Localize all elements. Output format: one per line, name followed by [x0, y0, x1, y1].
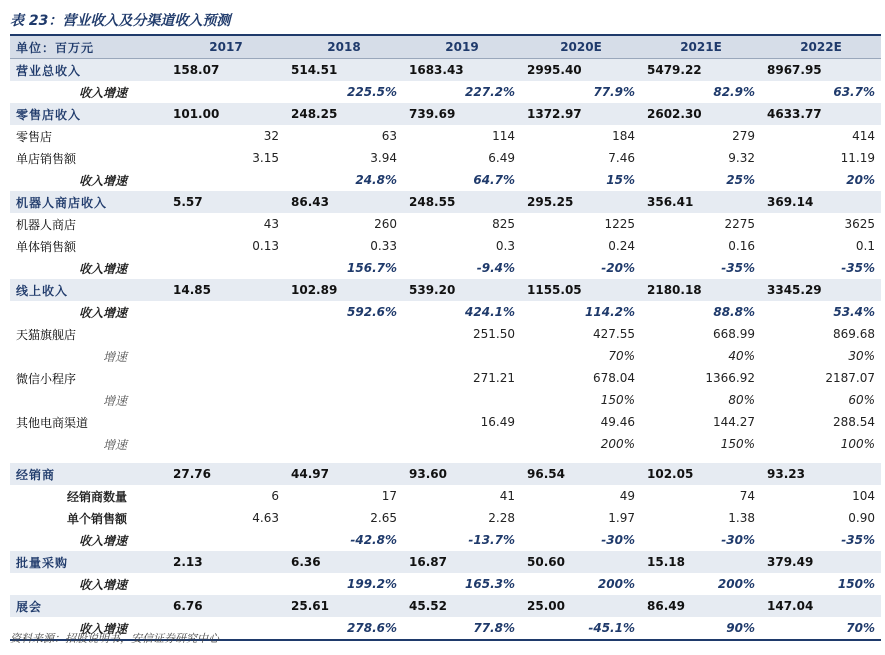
- cell-value: 49.46: [600, 415, 635, 429]
- cell-value: -30%: [601, 533, 635, 547]
- row-label: 线上收入: [16, 283, 69, 298]
- cell-value: 5.57: [173, 195, 203, 209]
- cell-value: 9.32: [728, 151, 755, 165]
- cell-value: [403, 455, 521, 463]
- cell-value: 86.49: [647, 599, 685, 613]
- row-label: 批量采购: [16, 555, 69, 570]
- table-row: [10, 411, 881, 433]
- cell-value: 3625: [844, 217, 875, 231]
- cell-value: [761, 455, 881, 463]
- row-label: 增速: [102, 349, 127, 364]
- table-row: [10, 169, 881, 191]
- cell-value: 6.76: [173, 599, 203, 613]
- cell-value: 0.33: [370, 239, 397, 253]
- row-label: 单体销售额: [16, 239, 77, 254]
- cell-value: 1155.05: [527, 283, 582, 297]
- table-row: [10, 147, 881, 169]
- cell-value: 1225: [604, 217, 635, 231]
- cell-value: 150%: [600, 393, 635, 407]
- cell-value: [403, 345, 521, 367]
- cell-value: 50.60: [527, 555, 565, 569]
- section-row: [10, 463, 881, 485]
- cell-value: 200%: [717, 577, 755, 591]
- cell-value: 102.89: [291, 283, 338, 297]
- cell-value: 114: [492, 129, 515, 143]
- cell-value: 90%: [641, 617, 761, 640]
- cell-value: 70%: [761, 617, 881, 640]
- cell-value: 279: [732, 129, 755, 143]
- cell-value: -42.8%: [350, 533, 397, 547]
- cell-value: [167, 389, 285, 411]
- cell-value: [285, 323, 403, 345]
- cell-value: 739.69: [409, 107, 456, 121]
- cell-value: 41: [499, 489, 515, 503]
- cell-value: 49: [619, 489, 635, 503]
- cell-value: -35%: [721, 261, 755, 275]
- cell-value: [641, 455, 761, 463]
- cell-value: 88.8%: [713, 305, 755, 319]
- cell-value: 369.14: [767, 195, 814, 209]
- row-label: 收入增速: [78, 261, 127, 276]
- cell-value: 11.19: [840, 151, 875, 165]
- cell-value: 295.25: [527, 195, 574, 209]
- cell-value: 43: [263, 217, 279, 231]
- cell-value: 45.52: [409, 599, 447, 613]
- cell-value: [403, 389, 521, 411]
- cell-value: 77.9%: [593, 85, 635, 99]
- cell-value: 2.65: [370, 511, 397, 525]
- cell-value: 64.7%: [473, 173, 515, 187]
- row-label: 零售店收入: [16, 107, 82, 122]
- cell-value: 0.24: [608, 239, 635, 253]
- table-row: [10, 257, 881, 279]
- cell-value: 1.97: [608, 511, 635, 525]
- cell-value: 4633.77: [767, 107, 822, 121]
- cell-value: 147.04: [767, 599, 814, 613]
- cell-value: 225.5%: [347, 85, 397, 99]
- row-label: 增速: [102, 437, 127, 452]
- cell-value: 271.21: [473, 371, 515, 385]
- table-title: 表 23：营业收入及分渠道收入预测: [10, 13, 231, 29]
- cell-value: [285, 367, 403, 389]
- cell-value: 30%: [848, 349, 875, 363]
- cell-value: 869.68: [833, 327, 875, 341]
- cell-value: 2.28: [488, 511, 515, 525]
- cell-value: 15%: [606, 173, 635, 187]
- section-row: [10, 59, 881, 82]
- cell-value: 20%: [846, 173, 875, 187]
- row-label: 收入增速: [78, 533, 127, 548]
- row-label: 天猫旗舰店: [16, 327, 77, 342]
- cell-value: 0.16: [728, 239, 755, 253]
- row-label: 零售店: [16, 129, 53, 144]
- cell-value: 40%: [728, 349, 755, 363]
- cell-value: 63.7%: [833, 85, 875, 99]
- cell-value: [167, 529, 285, 551]
- year-header: 2017: [167, 36, 285, 59]
- year-header: 2021E: [641, 36, 761, 59]
- table-row: [10, 367, 881, 389]
- spacer-row: [10, 455, 881, 463]
- cell-value: [167, 455, 285, 463]
- cell-value: 3.94: [370, 151, 397, 165]
- cell-value: 0.13: [252, 239, 279, 253]
- cell-value: 379.49: [767, 555, 814, 569]
- table-row: [10, 323, 881, 345]
- cell-value: 16.87: [409, 555, 447, 569]
- cell-value: 200%: [600, 437, 635, 451]
- section-row: [10, 595, 881, 617]
- cell-value: 104: [852, 489, 875, 503]
- cell-value: [167, 573, 285, 595]
- cell-value: 251.50: [473, 327, 515, 341]
- cell-value: 199.2%: [347, 577, 397, 591]
- cell-value: 144.27: [713, 415, 755, 429]
- cell-value: 6: [271, 489, 279, 503]
- cell-value: 1372.97: [527, 107, 582, 121]
- cell-value: 7.46: [608, 151, 635, 165]
- row-label: 微信小程序: [16, 371, 77, 386]
- cell-value: 356.41: [647, 195, 694, 209]
- section-row: [10, 279, 881, 301]
- header-row: [10, 36, 881, 59]
- row-label: 收入增速: [78, 577, 127, 592]
- cell-value: 248.25: [291, 107, 338, 121]
- cell-value: 514.51: [291, 63, 338, 77]
- cell-value: 6.49: [488, 151, 515, 165]
- cell-value: 0.3: [495, 239, 515, 253]
- year-header: 2019: [403, 36, 521, 59]
- row-label: [10, 455, 167, 463]
- cell-value: 150%: [837, 577, 875, 591]
- cell-value: 8967.95: [767, 63, 822, 77]
- cell-value: 70%: [608, 349, 635, 363]
- cell-value: 24.8%: [355, 173, 397, 187]
- row-label: 收入增速: [10, 617, 167, 640]
- cell-value: -35%: [841, 533, 875, 547]
- cell-value: 2602.30: [647, 107, 702, 121]
- cell-value: 3345.29: [767, 283, 822, 297]
- cell-value: -30%: [721, 533, 755, 547]
- cell-value: [167, 323, 285, 345]
- cell-value: [167, 345, 285, 367]
- cell-value: 539.20: [409, 283, 456, 297]
- cell-value: 77.8%: [403, 617, 521, 640]
- cell-value: 200%: [597, 577, 635, 591]
- cell-value: 4.63: [252, 511, 279, 525]
- cell-value: 101.00: [173, 107, 220, 121]
- row-label: 经销商数量: [66, 489, 127, 504]
- cell-value: 227.2%: [465, 85, 515, 99]
- cell-value: 93.60: [409, 467, 447, 481]
- row-label: 增速: [102, 393, 127, 408]
- cell-value: 156.7%: [347, 261, 397, 275]
- cell-value: -20%: [601, 261, 635, 275]
- row-label: 其他电商渠道: [16, 415, 89, 430]
- cell-value: 2.13: [173, 555, 203, 569]
- row-label: 单个销售额: [66, 511, 127, 526]
- cell-value: 16.49: [480, 415, 515, 429]
- row-label: 营业总收入: [16, 63, 82, 78]
- cell-value: 668.99: [713, 327, 755, 341]
- cell-value: 44.97: [291, 467, 329, 481]
- cell-value: 25.61: [291, 599, 329, 613]
- cell-value: 82.9%: [713, 85, 755, 99]
- cell-value: 60%: [848, 393, 875, 407]
- unit-label: 单位：百万元: [10, 36, 167, 59]
- cell-value: [167, 433, 285, 455]
- cell-value: [285, 455, 403, 463]
- cell-value: [167, 81, 285, 103]
- cell-value: 158.07: [173, 63, 220, 77]
- cell-value: 25%: [726, 173, 755, 187]
- row-label: 展会: [16, 599, 43, 614]
- cell-value: 184: [612, 129, 635, 143]
- cell-value: -13.7%: [468, 533, 515, 547]
- row-label: 单店销售额: [16, 151, 77, 166]
- cell-value: 17: [381, 489, 397, 503]
- cell-value: 592.6%: [347, 305, 397, 319]
- cell-value: [167, 367, 285, 389]
- cell-value: 53.4%: [833, 305, 875, 319]
- cell-value: -9.4%: [476, 261, 515, 275]
- cell-value: 3.15: [252, 151, 279, 165]
- revenue-forecast-table: [10, 36, 881, 641]
- table-row: [10, 301, 881, 323]
- cell-value: 1.38: [728, 511, 755, 525]
- cell-value: -45.1%: [521, 617, 641, 640]
- cell-value: 1366.92: [705, 371, 755, 385]
- year-header: 2020E: [521, 36, 641, 59]
- cell-value: 260: [374, 217, 397, 231]
- row-label: 收入增速: [78, 305, 127, 320]
- cell-value: 2995.40: [527, 63, 582, 77]
- row-label: 机器人商店: [16, 217, 77, 232]
- section-row: [10, 551, 881, 573]
- year-header: 2022E: [761, 36, 881, 59]
- cell-value: 2180.18: [647, 283, 702, 297]
- table-row: [10, 389, 881, 411]
- source-note: 资料来源：招股说明书，安信证券研究中心: [10, 632, 219, 645]
- table-row: [10, 235, 881, 257]
- row-label: 收入增速: [78, 173, 127, 188]
- year-header: 2018: [285, 36, 403, 59]
- cell-value: 5479.22: [647, 63, 702, 77]
- cell-value: 63: [381, 129, 397, 143]
- table-row: [10, 125, 881, 147]
- row-label: 机器人商店收入: [16, 195, 108, 210]
- cell-value: 0.1: [855, 239, 875, 253]
- cell-value: 32: [263, 129, 279, 143]
- cell-value: 165.3%: [465, 577, 515, 591]
- table-row: [10, 433, 881, 455]
- cell-value: 2187.07: [825, 371, 875, 385]
- table-row: [10, 345, 881, 367]
- cell-value: 6.36: [291, 555, 321, 569]
- cell-value: [285, 389, 403, 411]
- table-row: [10, 485, 881, 507]
- cell-value: 93.23: [767, 467, 805, 481]
- cell-value: 74: [739, 489, 755, 503]
- cell-value: 25.00: [527, 599, 565, 613]
- row-label: 经销商: [16, 467, 56, 482]
- cell-value: 0.90: [848, 511, 875, 525]
- cell-value: [167, 301, 285, 323]
- cell-value: [167, 257, 285, 279]
- section-row: [10, 191, 881, 213]
- cell-value: [285, 345, 403, 367]
- cell-value: 27.76: [173, 467, 211, 481]
- cell-value: 825: [492, 217, 515, 231]
- cell-value: 2275: [724, 217, 755, 231]
- cell-value: 14.85: [173, 283, 211, 297]
- cell-value: 96.54: [527, 467, 565, 481]
- cell-value: 278.6%: [285, 617, 403, 640]
- cell-value: 288.54: [833, 415, 875, 429]
- cell-value: 80%: [728, 393, 755, 407]
- cell-value: [167, 411, 285, 433]
- cell-value: 100%: [840, 437, 875, 451]
- cell-value: [167, 169, 285, 191]
- table-row: [10, 573, 881, 595]
- cell-value: 15.18: [647, 555, 685, 569]
- cell-value: -35%: [841, 261, 875, 275]
- cell-value: 678.04: [593, 371, 635, 385]
- cell-value: 424.1%: [465, 305, 515, 319]
- table-body: [10, 59, 881, 641]
- cell-value: 248.55: [409, 195, 456, 209]
- cell-value: [285, 411, 403, 433]
- cell-value: 102.05: [647, 467, 694, 481]
- cell-value: [521, 455, 641, 463]
- cell-value: 150%: [720, 437, 755, 451]
- cell-value: 427.55: [593, 327, 635, 341]
- cell-value: 86.43: [291, 195, 329, 209]
- cell-value: 1683.43: [409, 63, 464, 77]
- section-row: [10, 103, 881, 125]
- cell-value: [285, 433, 403, 455]
- cell-value: [403, 433, 521, 455]
- cell-value: 414: [852, 129, 875, 143]
- table-row: [10, 507, 881, 529]
- row-label: 收入增速: [78, 85, 127, 100]
- cell-value: 114.2%: [585, 305, 635, 319]
- table-row: [10, 529, 881, 551]
- table-row: [10, 213, 881, 235]
- table-row: [10, 81, 881, 103]
